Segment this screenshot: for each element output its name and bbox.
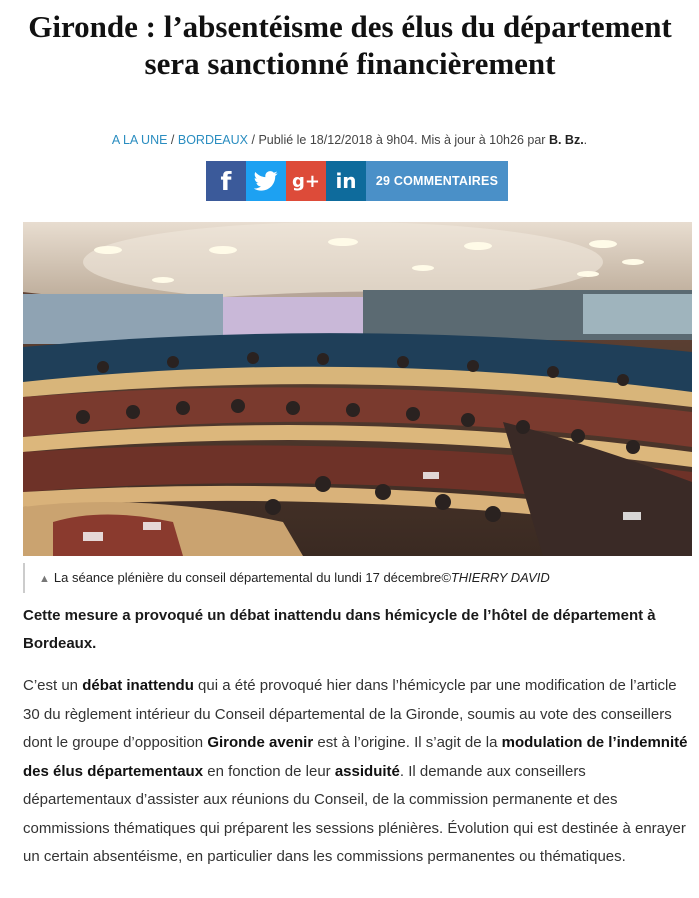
comments-button[interactable] [366,161,508,201]
article-meta [0,133,699,147]
caption-text: La séance plénière du conseil départemental du lundi 17 décembre [53,570,442,585]
body-text: . Il demande aux conseillers départementaux d’assister aux réunions du Conseil, de la commission permanente et des commissions thématiques qui préparent les sessions plénières. Évolution qui est destinée à enrayer un certain absentéisme, en particulier dans les commissions permanentes ou thématiques. [23,762,686,865]
twitter-icon [254,171,278,191]
body-text: C’est un [23,677,83,694]
share-bar [206,161,508,201]
body-bold-text: débat inattendu [82,677,194,694]
meta-end: . [583,133,588,147]
facebook-share-button[interactable] [206,161,246,201]
twitter-share-button[interactable] [246,161,286,201]
publish-info: Publié le 18/12/2018 à 9h04. Mis à jour à 10h26 par [258,133,549,147]
article-lead: Cette mesure a provoqué un débat inattendu dans hémicycle de l’hôtel de département à Bordeaux. [23,607,656,652]
author-name: B. Bz. [548,133,584,147]
body-text: est à l’origine. Il s’agit de la [313,734,502,751]
googleplus-icon: g+ [292,170,320,192]
meta-separator: / [248,133,259,147]
council-chamber-image [23,222,692,556]
body-text: en fonction de leur [203,762,335,780]
body-bold-text: assiduité [334,762,400,780]
googleplus-share-button[interactable] [286,161,326,201]
body-bold-text: Gironde avenir [207,734,314,751]
article-title: Gironde : l’absentéisme des élus du département sera sanctionné financièrement [28,9,672,81]
category-link-bordeaux[interactable]: BORDEAUX [177,133,249,147]
caption-triangle-icon: ▲ [39,573,50,585]
article-photo[interactable] [23,222,692,556]
article-body [23,672,691,872]
meta-separator: / [167,133,178,147]
facebook-icon: f [220,166,232,196]
body-text: qui a été provoqué hier dans l’hémicycle par une modification de l’article 30 du règlement intérieur du Conseil départemental de la Gironde, soumis au vote des conseillers dont le groupe d’opposition [23,677,677,751]
category-link-a-la-une[interactable]: A LA UNE [111,133,168,147]
photo-caption [23,563,692,593]
linkedin-icon: in [335,169,357,193]
linkedin-share-button[interactable] [326,161,366,201]
photo-credit: ©THIERRY DAVID [441,570,550,585]
comments-label: 29 COMMENTAIRES [375,174,499,188]
body-bold-text: modulation de l’indemnité des élus départementaux [23,734,688,780]
